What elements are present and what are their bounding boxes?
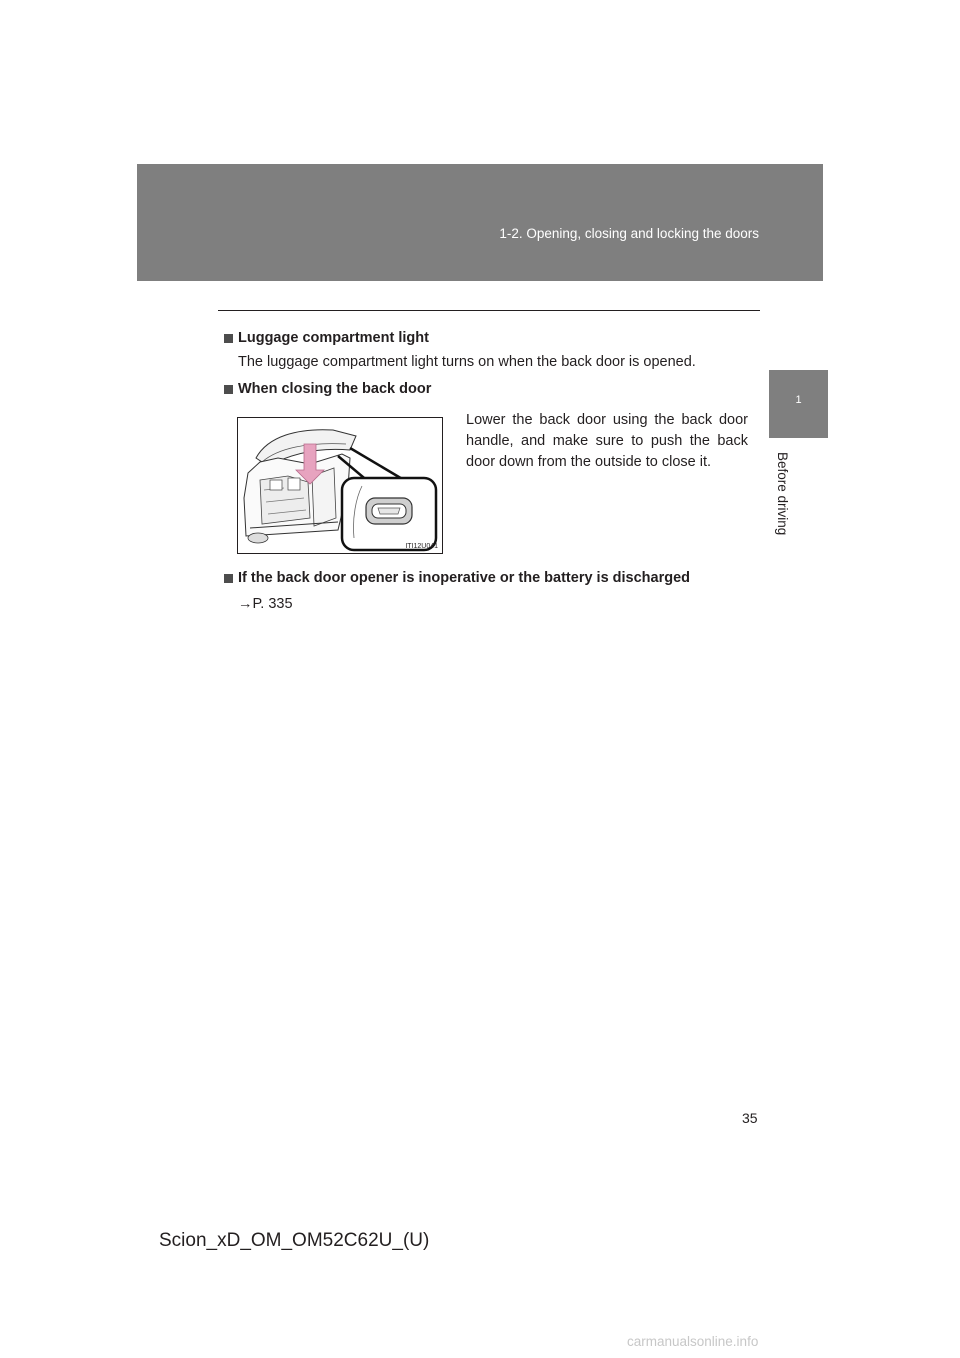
heading-opener-inoperative	[224, 570, 690, 586]
heading-closing-back-door	[224, 381, 431, 397]
square-bullet-icon	[224, 334, 233, 343]
car-back-door-drawing	[238, 418, 443, 554]
square-bullet-icon	[224, 385, 233, 394]
document-id: Scion_xD_OM_OM52C62U_(U)	[159, 1230, 430, 1251]
chapter-tab[interactable]	[769, 370, 828, 438]
body-closing-back-door: Lower the back door using the back door handle, and make sure to push the back door down from the outside to close it.	[466, 412, 748, 470]
watermark: carmanualsonline.info	[627, 1334, 759, 1349]
heading-luggage-light	[224, 330, 429, 346]
heading-text: If the back door opener is inoperative or the battery is discharged	[238, 570, 691, 586]
page-reference-link[interactable]: →P. 335	[238, 596, 293, 612]
body-luggage-light: The luggage compartment light turns on when the back door is opened.	[238, 354, 696, 370]
back-door-illustration	[237, 417, 443, 554]
header-rule	[218, 310, 760, 311]
header-band	[137, 164, 823, 281]
figure-code: ITI12U041	[405, 543, 438, 550]
page-number: 35	[742, 1110, 758, 1126]
heading-text: When closing the back door	[238, 381, 432, 397]
chapter-label: Before driving	[775, 452, 790, 536]
chapter-number: 1	[795, 394, 802, 406]
section-title: 1-2. Opening, closing and locking the doors	[499, 226, 759, 241]
heading-text: Luggage compartment light	[238, 330, 429, 346]
square-bullet-icon	[224, 574, 233, 583]
